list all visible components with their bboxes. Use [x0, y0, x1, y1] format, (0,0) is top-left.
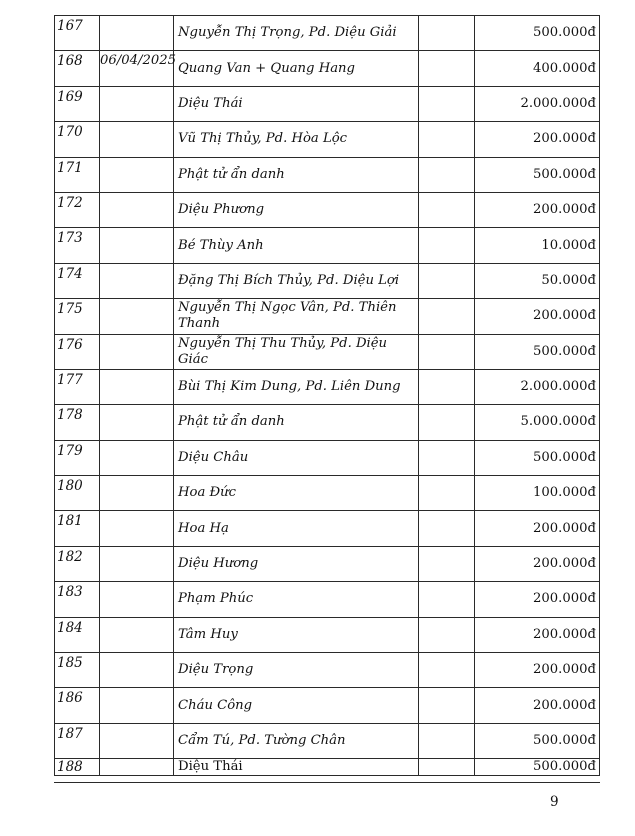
row-number-cell: 181 — [55, 511, 100, 546]
donor-name-cell: Đặng Thị Bích Thủy, Pd. Diệu Lợi — [174, 263, 419, 298]
empty-cell — [419, 405, 475, 440]
empty-cell — [419, 476, 475, 511]
date-cell — [100, 688, 174, 723]
donor-name-cell: Phạm Phúc — [174, 582, 419, 617]
empty-cell — [419, 617, 475, 652]
donor-name-cell: Nguyễn Thị Trọng, Pd. Diệu Giải — [174, 16, 419, 51]
row-number-cell: 186 — [55, 688, 100, 723]
row-number-cell: 167 — [55, 16, 100, 51]
table-row — [55, 228, 600, 263]
amount-cell: 200.000đ — [475, 582, 600, 617]
date-cell — [100, 86, 174, 121]
donor-name-cell: Diệu Thái — [174, 86, 419, 121]
date-cell — [100, 546, 174, 581]
date-cell — [100, 617, 174, 652]
empty-cell — [419, 653, 475, 688]
empty-cell — [419, 688, 475, 723]
amount-cell: 50.000đ — [475, 263, 600, 298]
date-cell — [100, 582, 174, 617]
row-number-cell: 171 — [55, 157, 100, 192]
table-row — [55, 299, 600, 334]
donor-name-cell: Bé Thùy Anh — [174, 228, 419, 263]
donor-name-cell: Vũ Thị Thủy, Pd. Hòa Lộc — [174, 122, 419, 157]
amount-cell: 200.000đ — [475, 546, 600, 581]
date-cell — [100, 759, 174, 776]
table-row — [55, 546, 600, 581]
row-number-cell: 185 — [55, 653, 100, 688]
donor-name-cell: Diệu Châu — [174, 440, 419, 475]
amount-cell: 2.000.000đ — [475, 86, 600, 121]
amount-cell: 500.000đ — [475, 157, 600, 192]
row-number-cell: 175 — [55, 299, 100, 334]
row-number-cell: 179 — [55, 440, 100, 475]
amount-cell: 200.000đ — [475, 192, 600, 227]
amount-cell: 200.000đ — [475, 122, 600, 157]
empty-cell — [419, 86, 475, 121]
empty-cell — [419, 228, 475, 263]
table-row — [55, 86, 600, 121]
amount-cell: 200.000đ — [475, 688, 600, 723]
table-row — [55, 476, 600, 511]
row-number-cell: 182 — [55, 546, 100, 581]
amount-cell: 200.000đ — [475, 653, 600, 688]
amount-cell: 400.000đ — [475, 51, 600, 86]
date-cell — [100, 228, 174, 263]
amount-cell: 200.000đ — [475, 511, 600, 546]
date-cell — [100, 476, 174, 511]
table-row — [55, 192, 600, 227]
row-number-cell: 169 — [55, 86, 100, 121]
page-number: 9 — [550, 794, 559, 810]
donor-name-cell: Diệu Trọng — [174, 653, 419, 688]
date-cell — [100, 157, 174, 192]
row-number-cell: 170 — [55, 122, 100, 157]
amount-cell: 500.000đ — [475, 440, 600, 475]
donor-name-cell: Tâm Huy — [174, 617, 419, 652]
amount-cell: 500.000đ — [475, 723, 600, 758]
donation-table — [54, 15, 600, 776]
date-cell — [100, 440, 174, 475]
table-row — [55, 334, 600, 369]
row-number-cell: 184 — [55, 617, 100, 652]
table-row — [55, 369, 600, 404]
empty-cell — [419, 369, 475, 404]
donor-name-cell: Diệu Phương — [174, 192, 419, 227]
empty-cell — [419, 759, 475, 776]
table-row — [55, 51, 600, 86]
amount-cell: 500.000đ — [475, 16, 600, 51]
empty-cell — [419, 334, 475, 369]
donor-name-cell: Nguyễn Thị Thu Thủy, Pd. Diệu Giác — [174, 334, 419, 369]
empty-cell — [419, 157, 475, 192]
date-cell — [100, 723, 174, 758]
table-row — [55, 582, 600, 617]
amount-cell: 5.000.000đ — [475, 405, 600, 440]
amount-cell: 2.000.000đ — [475, 369, 600, 404]
table-row — [55, 723, 600, 758]
date-cell: 06/04/2025 — [100, 51, 174, 86]
row-number-cell: 172 — [55, 192, 100, 227]
donor-name-cell: Nguyễn Thị Ngọc Vân, Pd. Thiên Thanh — [174, 299, 419, 334]
empty-cell — [419, 582, 475, 617]
table-row — [55, 263, 600, 298]
row-number-cell: 178 — [55, 405, 100, 440]
empty-cell — [419, 723, 475, 758]
table-row — [55, 16, 600, 51]
table-row — [55, 688, 600, 723]
donor-name-cell: Hoa Hạ — [174, 511, 419, 546]
row-number-cell: 174 — [55, 263, 100, 298]
table-row — [55, 122, 600, 157]
amount-cell: 500.000đ — [475, 334, 600, 369]
empty-cell — [419, 51, 475, 86]
empty-cell — [419, 546, 475, 581]
table-row — [55, 440, 600, 475]
empty-cell — [419, 16, 475, 51]
donor-name-cell: Phật tử ẩn danh — [174, 405, 419, 440]
donor-name-cell: Hoa Đức — [174, 476, 419, 511]
date-cell — [100, 299, 174, 334]
row-number-cell: 183 — [55, 582, 100, 617]
empty-cell — [419, 263, 475, 298]
amount-cell: 200.000đ — [475, 617, 600, 652]
row-number-cell: 176 — [55, 334, 100, 369]
table-row — [55, 617, 600, 652]
date-cell — [100, 122, 174, 157]
row-number-cell: 187 — [55, 723, 100, 758]
donor-name-cell: Diệu Thái — [174, 759, 419, 776]
donor-name-cell: Diệu Hương — [174, 546, 419, 581]
amount-cell: 500.000đ — [475, 759, 600, 776]
amount-cell: 10.000đ — [475, 228, 600, 263]
row-number-cell: 177 — [55, 369, 100, 404]
donor-name-cell: Cháu Công — [174, 688, 419, 723]
empty-cell — [419, 511, 475, 546]
date-cell — [100, 192, 174, 227]
row-number-cell: 180 — [55, 476, 100, 511]
row-number-cell: 173 — [55, 228, 100, 263]
empty-cell — [419, 122, 475, 157]
row-number-cell: 188 — [55, 759, 100, 776]
empty-cell — [419, 440, 475, 475]
date-cell — [100, 653, 174, 688]
amount-cell: 200.000đ — [475, 299, 600, 334]
date-cell — [100, 511, 174, 546]
table-row — [55, 759, 600, 776]
date-cell — [100, 16, 174, 51]
empty-cell — [419, 192, 475, 227]
date-cell — [100, 334, 174, 369]
row-number-cell: 168 — [55, 51, 100, 86]
amount-cell: 100.000đ — [475, 476, 600, 511]
table-row — [55, 511, 600, 546]
table-bottom-rule — [54, 782, 600, 783]
table-row — [55, 653, 600, 688]
date-cell — [100, 369, 174, 404]
donor-name-cell: Cẩm Tú, Pd. Tường Chân — [174, 723, 419, 758]
empty-cell — [419, 299, 475, 334]
donation-table-body — [55, 16, 600, 776]
date-cell — [100, 405, 174, 440]
date-cell — [100, 263, 174, 298]
table-row — [55, 405, 600, 440]
donor-name-cell: Quang Van + Quang Hang — [174, 51, 419, 86]
donor-name-cell: Bùi Thị Kim Dung, Pd. Liên Dung — [174, 369, 419, 404]
donor-name-cell: Phật tử ẩn danh — [174, 157, 419, 192]
table-row — [55, 157, 600, 192]
